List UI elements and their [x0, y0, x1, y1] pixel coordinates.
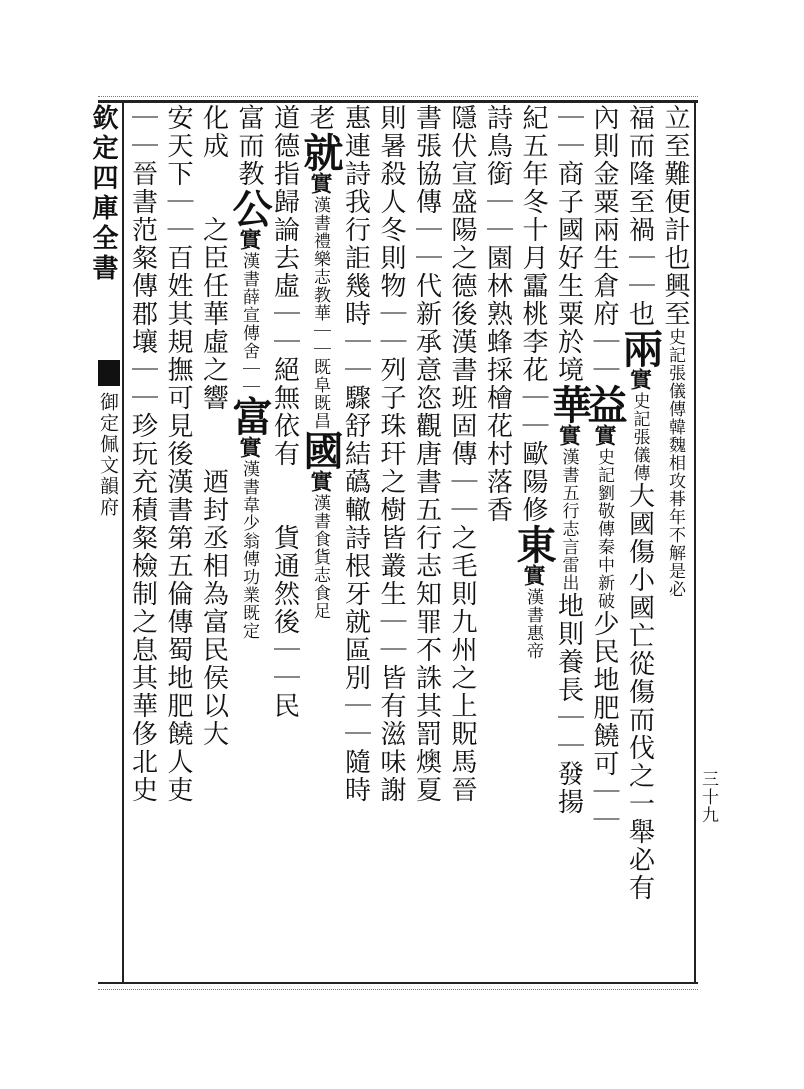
top-frame-rule: [98, 100, 698, 103]
entry-heading: 實: [236, 436, 262, 460]
margin-fishtail-mark: [98, 360, 120, 386]
body-text: 隱伏宣盛陽之德後漢書班固傳｜｜之毛則九州之上貺馬晉: [447, 104, 477, 804]
body-text: 則暑殺人冬則物｜｜列子珠玕之樹皆叢生｜｜皆有滋味謝: [376, 104, 406, 804]
body-text: ｜｜商子國好生粟於境: [553, 104, 584, 384]
text-column: [337, 104, 373, 976]
body-text: 少民地肥饒可｜｜: [589, 610, 619, 834]
entry-heading: 實: [591, 424, 617, 448]
entry-heading: 實: [555, 424, 582, 448]
text-column: [444, 104, 480, 976]
citation-note: 漢書五行志言雷出: [558, 448, 579, 592]
body-text: 書張協傳｜｜代新承意恣觀唐書五行志知罪不誅其罰燠夏: [411, 104, 442, 804]
citation-note: 漢書薛宣傳舍｜｜: [239, 252, 259, 396]
citation-note: 漢書禮樂志教華｜｜既阜既昌: [310, 196, 330, 430]
body-text: 貨通然後｜｜民: [269, 468, 300, 720]
text-column: [373, 104, 409, 976]
citation-note: 漢書惠帝: [523, 588, 543, 660]
entry-heading: 實: [626, 368, 653, 392]
bottom-frame-rule: [98, 982, 698, 984]
body-text: 惠連詩我行詎幾時｜｜驟舒結蘤轍詩根牙就區別｜｜隨時: [340, 104, 371, 804]
body-text: 富而教: [234, 104, 264, 188]
top-dotted-rule: [98, 96, 698, 98]
right-frame-rule: [694, 102, 696, 982]
body-text: 紀五年冬十月靁桃李花｜｜歐陽修: [518, 104, 548, 524]
text-column: [195, 104, 231, 976]
entry-heading: 實: [307, 172, 333, 196]
citation-note: 漢書韋少翁傳功業既定: [239, 460, 259, 640]
entry-heading: 實: [520, 564, 546, 588]
text-column: [479, 104, 515, 976]
text-column: [297, 104, 344, 976]
text-column: [657, 104, 693, 976]
body-text: 安天下｜｜百姓其規撫可見後漢書第五倫傳蜀地肥饒人吏: [163, 104, 193, 804]
text-column: [581, 104, 628, 976]
margin-volume-title: 御定佩文韻府: [97, 392, 119, 518]
body-text: 大國傷小國亡從傷而伐之一舉必有: [624, 482, 655, 902]
entry-heading: 兩: [616, 328, 664, 368]
bottom-dotted-rule: [98, 989, 698, 991]
body-text: 內則金粟兩生倉府｜｜: [589, 104, 619, 384]
body-text: 化成 之臣任華虛之響 迺封丞相為富民侯以大: [198, 104, 229, 748]
body-text: ｜｜晉書范粲傳郡壤｜｜珍玩充積粲檢制之息其華侈北史: [127, 104, 158, 804]
entry-heading: 就: [297, 132, 344, 172]
body-text: 詩鳥銜｜｜園林熟蜂採檜花村落香: [482, 104, 513, 524]
citation-note: 史記張儀傳: [629, 392, 650, 482]
entry-heading: 富: [226, 396, 273, 436]
text-column: [226, 104, 273, 976]
text-column: [510, 104, 557, 976]
citation-note: 史記張儀傳韓魏相攻朞年不解是必: [665, 328, 685, 598]
entry-heading: 華: [545, 384, 593, 424]
margin-book-title: 欽定四庫全書: [88, 104, 118, 284]
text-column: [160, 104, 196, 976]
body-text: 老: [305, 104, 335, 132]
text-column: [266, 104, 302, 976]
body-text: 立至難便計也興至: [660, 104, 690, 328]
text-column: [124, 104, 160, 976]
entry-heading: 實: [236, 228, 262, 252]
body-text: 福而隆至禍｜｜也: [624, 104, 655, 328]
entry-heading: 國: [297, 430, 344, 470]
text-column: [408, 104, 444, 976]
text-column: [616, 104, 664, 976]
entry-heading: 公: [226, 188, 273, 228]
entry-heading: 實: [307, 470, 333, 494]
citation-note: 史記劉敬傳秦中新破: [594, 448, 614, 610]
citation-note: 漢書食貨志食足: [310, 494, 330, 620]
entry-heading: 東: [510, 524, 557, 564]
body-text: 地則養長｜｜發揚: [553, 592, 584, 816]
page-number: 三十九: [698, 770, 718, 824]
body-text: 道德指歸論去虛｜｜絕無依有: [269, 104, 300, 468]
entry-heading: 益: [581, 384, 628, 424]
